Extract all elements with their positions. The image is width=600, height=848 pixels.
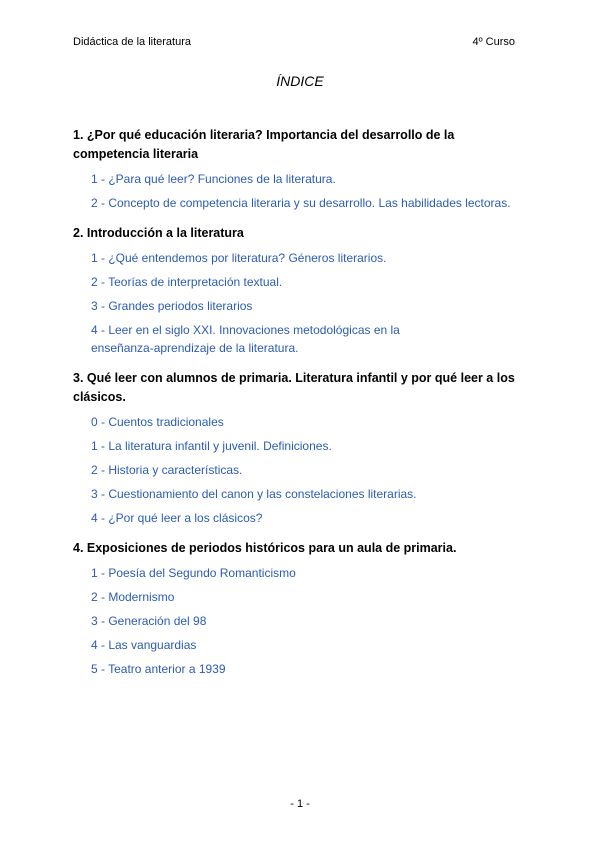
toc-link[interactable]: 2 - Historia y características. [91, 463, 243, 477]
page-number: - 1 - [290, 798, 310, 810]
header-course-title: Didáctica de la literatura [73, 36, 192, 48]
toc-link[interactable]: 0 - Cuentos tradicionales [91, 415, 224, 429]
toc-section-4 [73, 539, 533, 678]
toc-link[interactable]: 3 - Generación del 98 [91, 614, 207, 628]
page-title: ÍNDICE [276, 73, 324, 89]
toc-section-2 [73, 224, 533, 357]
section-title: 4. Exposiciones de periodos históricos para un aula de primaria. [73, 541, 457, 555]
toc-link[interactable]: 4 - Las vanguardias [91, 638, 197, 652]
toc-link[interactable]: 1 - ¿Para qué leer? Funciones de la literatura. [91, 172, 336, 186]
toc-link[interactable]: 4 - ¿Por qué leer a los clásicos? [91, 511, 263, 525]
section-items [73, 170, 533, 212]
toc-link[interactable]: 2 - Teorías de interpretación textual. [91, 275, 283, 289]
page-header [73, 36, 515, 48]
toc-link[interactable]: 2 - Modernismo [91, 590, 175, 604]
toc-link[interactable]: 5 - Teatro anterior a 1939 [91, 662, 226, 676]
toc-link[interactable]: 1 - ¿Qué entendemos por literatura? Géneros literarios. [91, 251, 387, 265]
section-items [73, 413, 533, 527]
section-title: 3. Qué leer con alumnos de primaria. Literatura infantil y por qué leer a los clásicos. [73, 371, 515, 404]
section-items [73, 249, 533, 357]
section-title: 1. ¿Por qué educación literaria? Importancia del desarrollo de la competencia literaria [73, 128, 455, 161]
section-items [73, 564, 533, 678]
toc-link[interactable]: 3 - Grandes periodos literarios [91, 299, 253, 313]
toc-link[interactable]: 3 - Cuestionamiento del canon y las constelaciones literarias. [91, 487, 417, 501]
toc-link[interactable]: 1 - La literatura infantil y juvenil. Definiciones. [91, 439, 332, 453]
table-of-contents [73, 126, 533, 690]
section-title: 2. Introducción a la literatura [73, 226, 244, 240]
toc-link[interactable]: 1 - Poesía del Segundo Romanticismo [91, 566, 296, 580]
header-course-year: 4º Curso [472, 36, 515, 48]
toc-section-3 [73, 369, 533, 527]
toc-link[interactable]: 2 - Concepto de competencia literaria y su desarrollo. Las habilidades lectoras. [91, 196, 511, 210]
toc-section-1 [73, 126, 533, 212]
toc-link[interactable]: 4 - Leer en el siglo XXI. Innovaciones metodológicas en la enseñanza-aprendizaje de la literatura. [91, 323, 400, 355]
